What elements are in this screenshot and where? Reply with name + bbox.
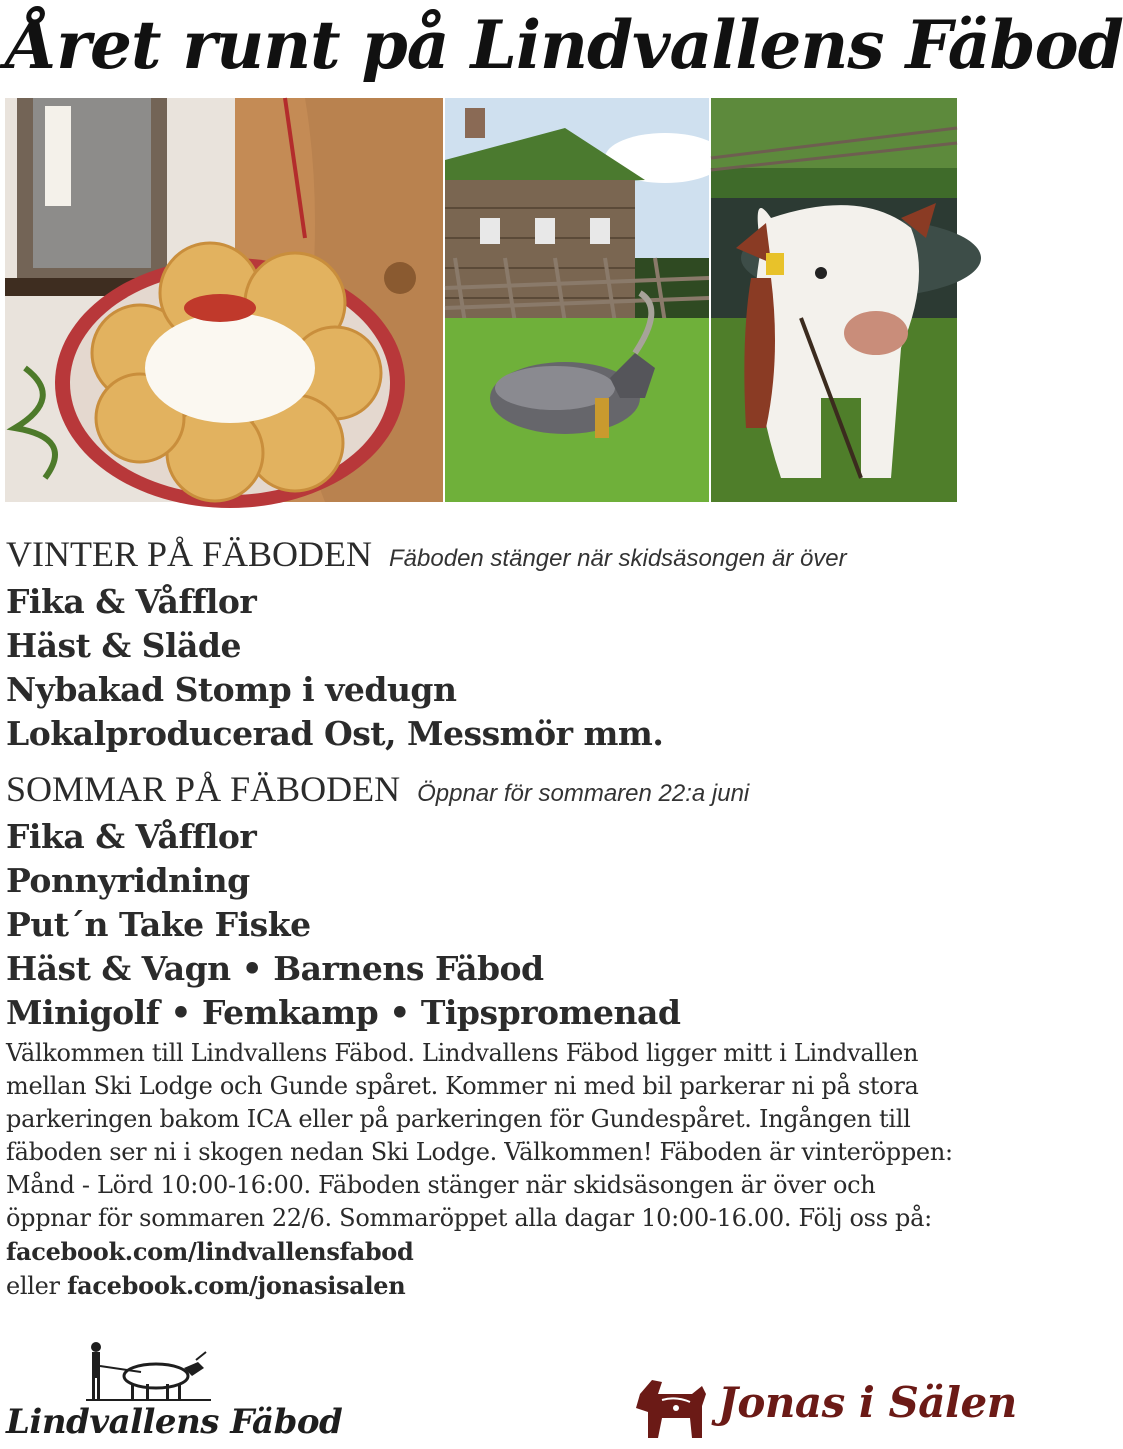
winter-item: Fika & Våfflor [6,582,257,621]
summer-section [6,768,956,1035]
dala-horse-icon [632,1372,712,1444]
man-with-ox-plough-icon [6,1338,266,1408]
summer-item: Put´n Take Fiske [6,905,311,944]
photo-strip [5,98,957,502]
summer-item: Ponnyridning [6,861,250,900]
winter-note: Fäboden stänger när skidsäsongen är över [389,545,847,572]
info-text: Välkommen till Lindvallens Fäbod. Lindvallens Fäbod ligger mitt i Lindvallen mellan Ski Lodge och Gunde spåret. Kommer ni med bil parkerar ni på stora parkeringen bakom ICA eller på parkeringen för Gundespåret. Ingången till fäboden ser ni i skogen nedan Ski Lodge. Välkommen! Fäboden är vinteröppen: Månd - Lörd 10:00-16:00. Fäboden stänger när skidsäsongen är över och öppnar för sommaren 22/6. Sommaröppet alla dagar 10:00-16.00. Följ oss på: [6,1039,953,1232]
summer-heading [6,768,956,815]
jonas-i-salen-logo [632,1372,1017,1448]
info-connector: eller [6,1272,60,1300]
waffles-photo [5,98,443,502]
winter-item: Häst & Släde [6,626,241,665]
winter-heading [6,533,956,580]
page-title: Året runt på Lindvallens Fäbod [6,6,1123,84]
summer-item: Minigolf • Femkamp • Tipspromenad [6,993,681,1032]
winter-item: Nybakad Stomp i vedugn [6,670,457,709]
goat-photo [445,98,709,502]
summer-note: Öppnar för sommaren 22:a juni [417,780,750,807]
lindvallens-fabod-logo [6,1338,343,1448]
info-paragraph [6,1037,958,1303]
winter-title: VINTER PÅ FÄBODEN [6,534,373,574]
calf-photo [711,98,957,502]
summer-title: SOMMAR PÅ FÄBODEN [6,769,401,809]
summer-item: Häst & Vagn • Barnens Fäbod [6,949,544,988]
facebook-link-lindvallensfabod[interactable]: facebook.com/lindvallensfabod [6,1237,414,1266]
winter-section [6,533,956,756]
facebook-link-jonasisalen[interactable]: facebook.com/jonasisalen [67,1271,406,1300]
logo-left-text: Lindvallens Fäbod [6,1402,343,1442]
logo-right-text: Jonas i Sälen [718,1378,1017,1427]
winter-item: Lokalproducerad Ost, Messmör mm. [6,714,664,753]
summer-item: Fika & Våfflor [6,817,257,856]
